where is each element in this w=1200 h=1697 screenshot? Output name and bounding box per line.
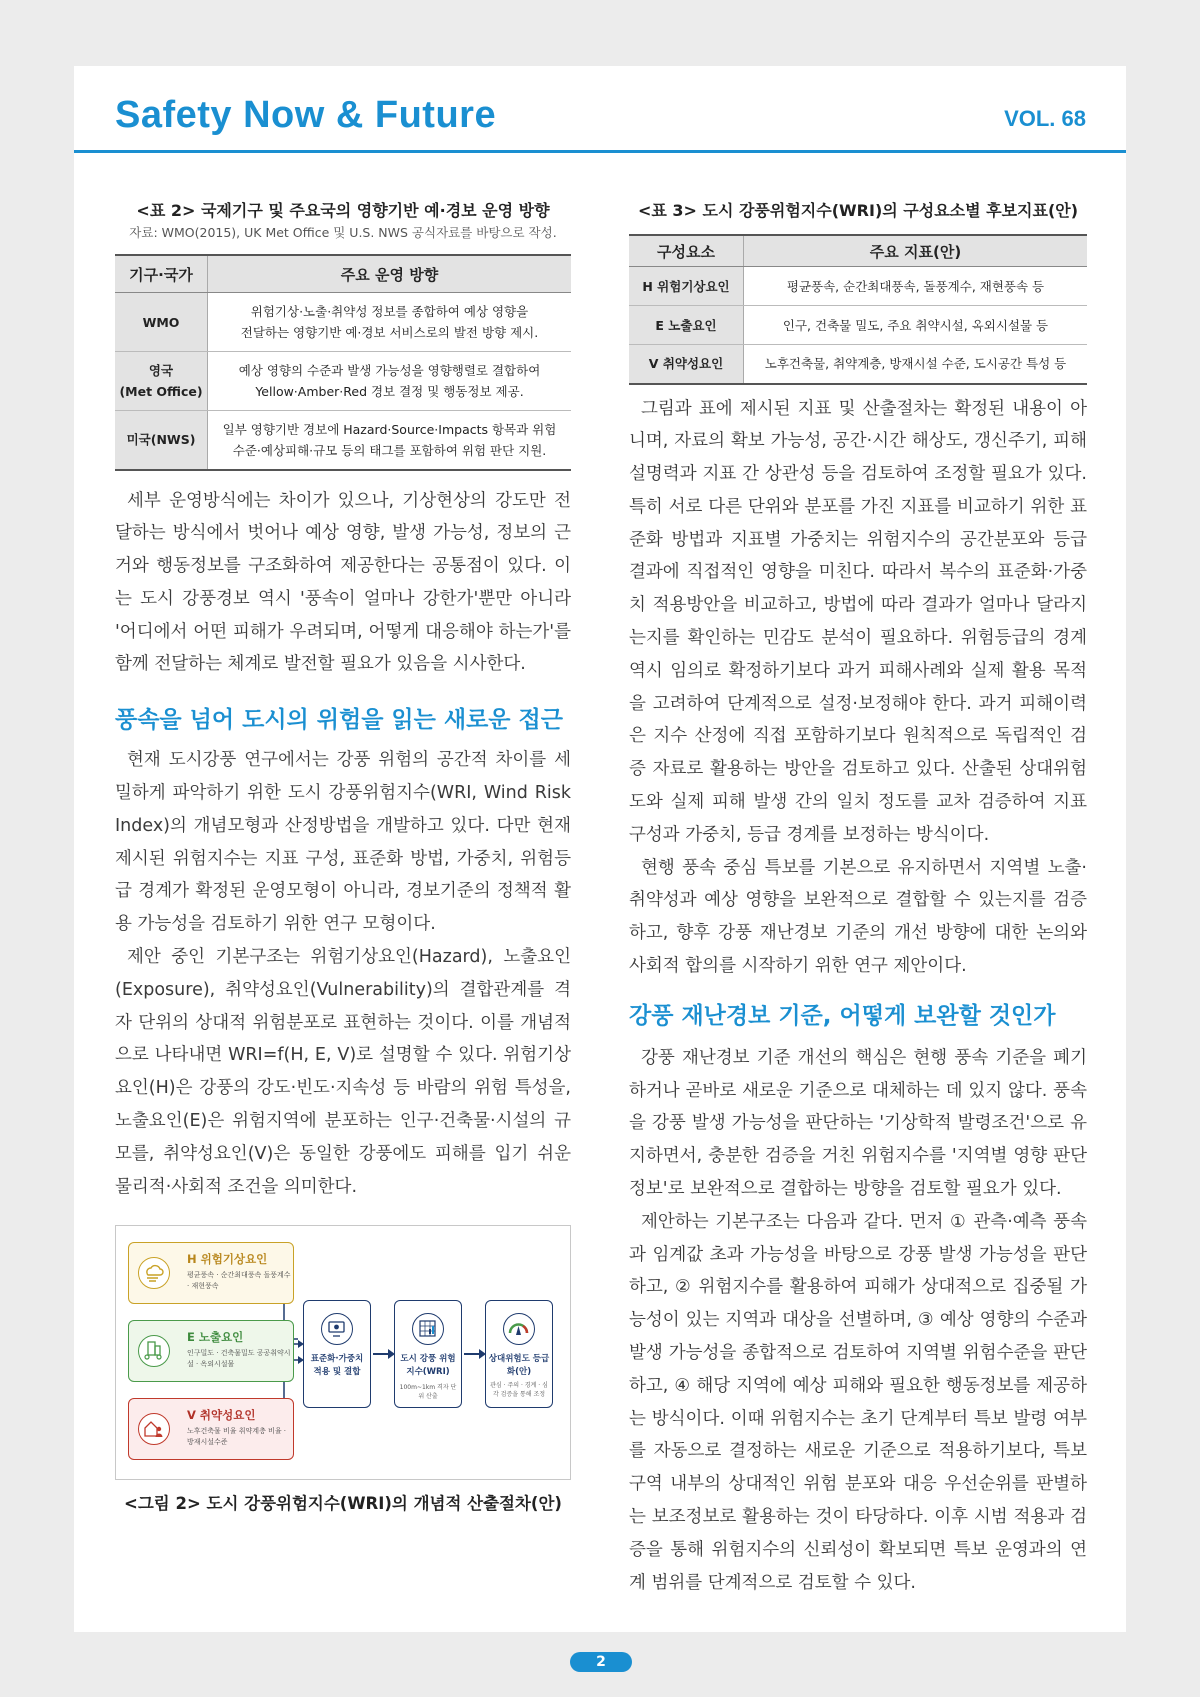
table3-cell-indicators: 인구, 건축물 밀도, 주요 취약시설, 옥외시설물 등 [744,306,1088,345]
table3-cell-component: V 취약성요인 [629,345,744,384]
page-number: 2 [570,1652,632,1672]
table2-cell-desc: 위험기상·노출·취약성 정보를 종합하여 예상 영향을 전달하는 영향기반 예·경보 서비스로의 발전 방향 제시. [208,293,572,352]
right-column [629,200,1087,1599]
hazard-card [128,1242,294,1304]
hazard-card-sub: 평균풍속 · 순간최대풍속 돌풍계수 · 재현풍속 [187,1271,291,1291]
section-heading: 풍속을 넘어 도시의 위험을 읽는 새로운 접근 [115,707,563,734]
standardize-label: 표준화·가중치 적용 및 결합 [310,1354,364,1378]
paragraph: 세부 운영방식에는 차이가 있으나, 기상현상의 강도만 전달하는 방식에서 벗어나 예상 영향, 발생 가능성, 정보의 근거와 행동정보를 구조화하여 제공한다는 공통점이 있다. 이는 도시 강풍경보 역시 '풍속이 얼마나 강한가'뿐만 아니라 '어디에서 어떤 피해가 우려되며, 어떻게 대응해야 하는가'를 함께 전달하는 체계로 발전할 필요가 있음을 시사한다. [115,490,571,675]
table2 [115,254,571,471]
gear-monitor-icon [321,1313,353,1345]
figure-caption: <그림 2> 도시 강풍위험지수(WRI)의 개념적 산출절차(안) [124,1494,562,1514]
page [74,66,1126,1632]
cloud-wind-icon [138,1257,170,1289]
table3-caption: <표 3> 도시 강풍위험지수(WRI)의 구성요소별 후보지표(안) [637,201,1079,220]
table2-cell-org: 영국 (Met Office) [115,352,208,411]
paragraph: 제안 중인 기본구조는 위험기상요인(Hazard), 노출요인(Exposure), 취약성요인(Vulnerability)의 결합관계를 격자 단위의 상대적 위험분포로 표현하는 것이다. 이를 개념적으로 나타내면 WRI=f(H, E, V)로 설명할 수 있다. 위험기상요인(H)은 강풍의 강도·빈도·지속성 등 바람의 위험 특성을, 노출요인(E)은 위험지역에 분포하는 인구·건축물·시설의 규모를, 취약성요인(V)은 동일한 강풍에도 피해를 입기 쉬운 물리적·사회적 조건을 의미한다. [115,947,571,1197]
table3-cell-component: E 노출요인 [629,306,744,345]
exposure-card-title: E 노출요인 [187,1330,244,1345]
left-column [115,200,571,1514]
hazard-card-title: H 위험기상요인 [187,1252,268,1267]
gauge-alert-icon [503,1313,535,1345]
vulnerability-card-sub: 노후건축물 비율 취약계층 비율 · 방재시설수준 [187,1427,287,1447]
table2-cell-desc: 일부 영향기반 경보에 Hazard·Source·Impacts 항목과 위험 수준·예상피해·규모 등의 태그를 포함하여 위험 판단 지원. [208,411,572,470]
exposure-card [128,1320,294,1382]
table-row [629,345,1087,384]
standardize-box [303,1300,371,1408]
grading-box [485,1300,553,1408]
figure-diagram [115,1225,571,1480]
section-heading: 강풍 재난경보 기준, 어떻게 보완할 것인가 [629,1002,1056,1029]
table2-caption: <표 2> 국제기구 및 주요국의 영향기반 예·경보 운영 방향 [136,201,550,220]
table-row [629,306,1087,345]
table-row [629,267,1087,306]
header-divider [74,150,1126,153]
wri-sub: 100m~1km 격자 단위 산출 [399,1384,457,1401]
paragraph: 현행 풍속 중심 특보를 기본으로 유지하면서 지역별 노출·취약성과 예상 영향을 보완적으로 결합할 수 있는지를 검증하고, 향후 강풍 재난경보 기준의 개선 방향에 대한 논의와 사회적 합의를 시작하기 위한 연구 제안이다. [629,857,1087,977]
table2-header-org: 기구·국가 [115,255,208,293]
wri-box [394,1300,462,1408]
exposure-card-sub: 인구밀도 · 건축물밀도 공공취약시설 · 옥외시설물 [187,1349,291,1369]
paragraph: 현재 도시강풍 연구에서는 강풍 위험의 공간적 차이를 세밀하게 파악하기 위한 도시 강풍위험지수(WRI, Wind Risk Index)의 개념모형과 산정방법을 개발하고 있다. 다만 현재 제시된 위험지수는 지표 구성, 표준화 방법, 가중치, 위험등급 경계가 확정된 운영모형이 아니라, 경보기준의 정책적 활용 가능성을 검토하기 위한 연구 모형이다. [115,750,571,935]
wri-label: 도시 강풍 위험지수(WRI) [400,1354,456,1378]
table3-cell-component: H 위험기상요인 [629,267,744,306]
table-row [115,352,571,411]
vulnerability-card-title: V 취약성요인 [187,1408,256,1423]
grading-sub: 관심 · 주의 · 경계 · 심각 검증을 통해 조정 [490,1382,548,1399]
table3-header-indicators: 주요 지표(안) [744,235,1088,267]
table2-source: 자료: WMO(2015), UK Met Office 및 U.S. NWS 공식자료를 바탕으로 작성. [129,225,557,240]
table3 [629,234,1087,385]
paragraph: 제안하는 기본구조는 다음과 같다. 먼저 ① 관측·예측 풍속과 임계값 초과 가능성을 바탕으로 강풍 발생 가능성을 판단하고, ② 위험지수를 활용하여 피해가 상대적으로 집중될 가능성이 있는 지역과 대상을 선별하며, ③ 예상 영향의 수준과 발생 가능성을 종합적으로 검토하여 지역별 위험수준을 판단하고, ④ 해당 지역에 예상 피해와 필요한 행동정보를 제공하는 방식이다. 이때 위험지수는 초기 단계부터 특보 발령 여부를 자동으로 결정하는 새로운 기준으로 적용하기보다, 특보구역 내부의 상대적인 위험 분포와 대응 우선순위를 판별하는 보조정보로 활용하는 것이 타당하다. 이후 시범 적용과 검증을 통해 위험지수의 신뢰성이 확보되면 특보 운영과의 연계 범위를 단계적으로 검토할 수 있다. [629,1211,1087,1593]
table2-cell-org: WMO [115,293,208,352]
magazine-title: Safety Now & Future [115,94,497,136]
table-row [115,293,571,352]
paragraph: 강풍 재난경보 기준 개선의 핵심은 현행 풍속 기준을 폐기하거나 곧바로 새로운 기준으로 대체하는 데 있지 않다. 풍속을 강풍 발생 가능성을 판단하는 '기상학적 발령조건'으로 유지하면서, 충분한 검증을 거친 위험지수를 '지역별 영향 판단정보'로 보완적으로 결합하는 방향을 검토할 필요가 있다. [629,1047,1087,1200]
paragraph: 그림과 표에 제시된 지표 및 산출절차는 확정된 내용이 아니며, 자료의 확보 가능성, 공간·시간 해상도, 갱신주기, 피해 설명력과 지표 간 상관성 등을 검토하여 조정할 필요가 있다. 특히 서로 다른 단위와 분포를 가진 지표를 비교하기 위한 표준화 방법과 지표별 가중치는 위험지수의 공간분포와 등급 결과에 직접적인 영향을 미친다. 따라서 복수의 표준화·가중치 적용방안을 비교하고, 방법에 따라 결과가 얼마나 달라지는지를 확인하는 민감도 분석이 필요하다. 위험등급의 경계 역시 임의로 확정하기보다 과거 피해사례와 실제 활용 목적을 고려하여 단계적으로 설정·보정해야 한다. 과거 피해이력은 지수 산정에 직접 포함하기보다 원칙적으로 독립적인 검증 자료로 활용하는 방안을 검토하고 있다. 산출된 상대위험도와 실제 피해 발생 간의 일치 정도를 교차 검증하여 지표 구성과 가중치, 등급 경계를 보정하는 방식이다. [629,398,1087,845]
table2-cell-desc: 예상 영향의 수준과 발생 가능성을 영향행렬로 결합하여 Yellow·Amber·Red 경보 결정 및 행동정보 제공. [208,352,572,411]
grading-label: 상대위험도 등급화(안) [488,1354,550,1378]
table2-header-direction: 주요 운영 방향 [208,255,572,293]
table3-header-component: 구성요소 [629,235,744,267]
buildings-people-icon [138,1335,170,1367]
table3-cell-indicators: 평균풍속, 순간최대풍속, 돌풍계수, 재현풍속 등 [744,267,1088,306]
vulnerability-card [128,1398,294,1460]
map-chart-icon [412,1313,444,1345]
table-row [115,411,571,470]
table2-cell-org: 미국(NWS) [115,411,208,470]
house-person-icon [138,1413,170,1445]
table3-cell-indicators: 노후건축물, 취약계층, 방재시설 수준, 도시공간 특성 등 [744,345,1088,384]
volume-number: VOL. 68 [1004,106,1086,131]
